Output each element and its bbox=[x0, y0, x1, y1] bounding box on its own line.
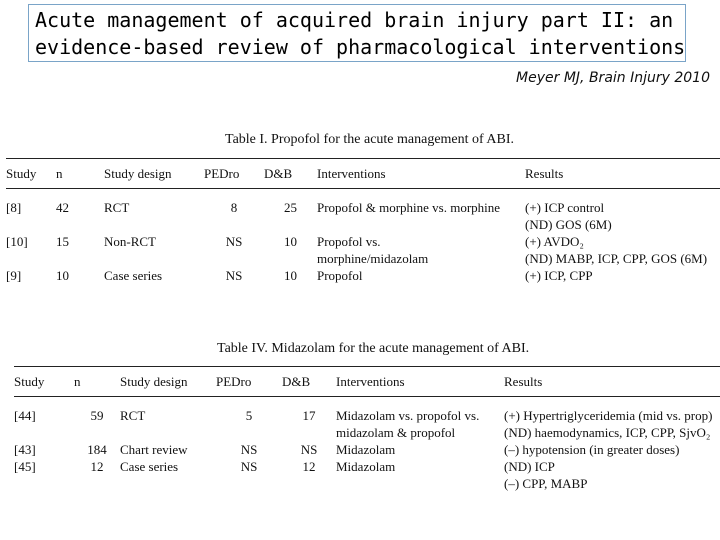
table1-header: Study design bbox=[104, 166, 172, 181]
cell-db: 25 bbox=[284, 200, 297, 215]
table4-body bbox=[14, 397, 720, 493]
citation: Meyer MJ, Brain Injury 2010 bbox=[516, 70, 710, 86]
cell-interventions bbox=[336, 407, 504, 441]
spacer-row bbox=[6, 189, 720, 200]
table1-header: D&B bbox=[264, 166, 293, 181]
table1-body bbox=[6, 189, 720, 285]
cell-design: RCT bbox=[104, 200, 130, 215]
cell-results bbox=[525, 267, 720, 284]
cell-pedro: 8 bbox=[230, 200, 238, 215]
cell-design: Non-RCT bbox=[104, 234, 156, 249]
cell-db: NS bbox=[300, 442, 318, 457]
table4-header: Study design bbox=[120, 374, 188, 389]
cell-interventions bbox=[317, 199, 525, 233]
cell-design: Case series bbox=[104, 268, 163, 283]
table-row bbox=[6, 267, 720, 284]
cell-interventions-line: Midazolam bbox=[336, 459, 396, 474]
table1-header: Results bbox=[525, 166, 564, 181]
cell-interventions bbox=[317, 233, 525, 267]
table-row bbox=[14, 441, 720, 458]
cell-interventions bbox=[317, 267, 525, 284]
cell-n: 10 bbox=[56, 268, 69, 283]
cell-interventions-line: Midazolam vs. propofol vs. bbox=[336, 408, 480, 423]
table4-header: PEDro bbox=[216, 374, 252, 389]
cell-results bbox=[525, 233, 720, 267]
cell-db: 10 bbox=[284, 268, 297, 283]
cell-results-line: (–) CPP, MABP bbox=[504, 476, 588, 491]
spacer-row bbox=[14, 397, 720, 408]
cell-study: [8] bbox=[6, 200, 22, 215]
table1-header: Study bbox=[6, 166, 37, 181]
cell-results-line: (ND) MABP, ICP, CPP, GOS (6M) bbox=[525, 251, 708, 266]
table-row bbox=[6, 199, 720, 233]
cell-study: [45] bbox=[14, 459, 36, 474]
table4 bbox=[14, 366, 720, 492]
cell-interventions-line: Midazolam bbox=[336, 442, 396, 457]
cell-interventions-line: midazolam & propofol bbox=[336, 425, 456, 440]
cell-pedro: NS bbox=[225, 268, 243, 283]
cell-results bbox=[504, 441, 720, 458]
table1-caption: Table I. Propofol for the acute management of ABI. bbox=[225, 132, 515, 147]
cell-interventions-line: Propofol & morphine vs. morphine bbox=[317, 200, 501, 215]
cell-interventions-line: Propofol bbox=[317, 268, 363, 283]
cell-results-line: (–) hypotension (in greater doses) bbox=[504, 442, 680, 457]
cell-results bbox=[504, 407, 720, 441]
table1-header: Interventions bbox=[317, 166, 386, 181]
cell-n: 59 bbox=[90, 408, 104, 423]
table-row bbox=[14, 458, 720, 492]
cell-pedro: NS bbox=[240, 459, 258, 474]
cell-pedro: NS bbox=[240, 442, 258, 457]
cell-results-line: (ND) ICP bbox=[504, 459, 555, 474]
cell-pedro: NS bbox=[225, 234, 243, 249]
table1-header: PEDro bbox=[204, 166, 240, 181]
table-row bbox=[6, 233, 720, 267]
cell-interventions bbox=[336, 458, 504, 492]
cell-design: Case series bbox=[120, 459, 179, 474]
cell-study: [9] bbox=[6, 268, 22, 283]
cell-design: RCT bbox=[120, 408, 146, 423]
cell-db: 17 bbox=[302, 408, 316, 423]
cell-db: 10 bbox=[284, 234, 297, 249]
cell-results-line: (ND) haemodynamics, ICP, CPP, SjvO₂ bbox=[504, 425, 711, 440]
table4-header: Study bbox=[14, 374, 45, 389]
cell-results-line: (+) ICP, CPP bbox=[525, 268, 593, 283]
cell-design: Chart review bbox=[120, 442, 188, 457]
table1 bbox=[6, 158, 720, 284]
table4-caption: Table IV. Midazolam for the acute management of ABI. bbox=[217, 341, 530, 356]
cell-study: [10] bbox=[6, 234, 28, 249]
cell-results bbox=[525, 199, 720, 233]
table1-header-row bbox=[6, 159, 720, 189]
cell-n: 42 bbox=[56, 200, 69, 215]
cell-study: [43] bbox=[14, 442, 36, 457]
cell-n: 15 bbox=[56, 234, 69, 249]
table4-header: D&B bbox=[282, 374, 311, 389]
cell-results-line: (+) AVDO₂ bbox=[525, 234, 584, 249]
cell-db: 12 bbox=[302, 459, 316, 474]
table1-header: n bbox=[56, 166, 63, 181]
table4-header: Results bbox=[504, 374, 543, 389]
table4-header-row bbox=[14, 367, 720, 397]
cell-pedro: 5 bbox=[245, 408, 253, 423]
cell-interventions-line: Propofol vs. bbox=[317, 234, 381, 249]
cell-results bbox=[504, 458, 720, 492]
table4-header: Interventions bbox=[336, 374, 405, 389]
slide-title bbox=[28, 4, 686, 62]
cell-results-line: (ND) GOS (6M) bbox=[525, 217, 612, 232]
cell-results-line: (+) Hypertriglyceridemia (mid vs. prop) bbox=[504, 408, 713, 423]
cell-results-line: (+) ICP control bbox=[525, 200, 605, 215]
cell-n: 12 bbox=[90, 459, 104, 474]
table4-header: n bbox=[74, 374, 81, 389]
cell-n: 184 bbox=[87, 442, 107, 457]
title-line-2: evidence-based review of pharmacological interventions bbox=[35, 35, 686, 59]
cell-interventions-line: morphine/midazolam bbox=[317, 251, 429, 266]
title-line-1: Acute management of acquired brain injury part II: an bbox=[35, 8, 674, 32]
cell-interventions bbox=[336, 441, 504, 458]
cell-study: [44] bbox=[14, 408, 36, 423]
table-row bbox=[14, 407, 720, 441]
